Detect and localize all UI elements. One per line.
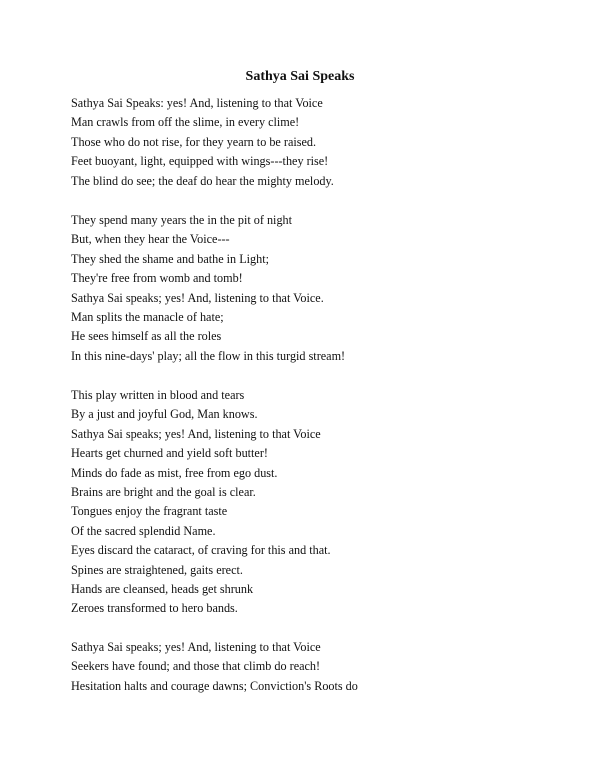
- stanza-1: [71, 94, 334, 191]
- poem-line: By a just and joyful God, Man knows.: [71, 407, 258, 422]
- poem-line: This play written in blood and tears: [71, 388, 245, 402]
- poem-line: But, when they hear the Voice---: [71, 232, 230, 247]
- poem-line: Sathya Sai Speaks: yes! And, listening to that Voice: [71, 96, 323, 110]
- poem-line: They shed the shame and bathe in Light;: [71, 251, 269, 266]
- poem-line: Brains are bright and the goal is clear.: [71, 485, 256, 500]
- poem-line: In this nine-days' play; all the flow in this turgid stream!: [71, 348, 346, 363]
- poem-line: They're free from womb and tomb!: [71, 271, 243, 286]
- poem-line: Sathya Sai speaks; yes! And, listening to that Voice: [71, 640, 321, 654]
- poem-line: Minds do fade as mist, free from ego dust.: [71, 465, 278, 480]
- poem-line: Eyes discard the cataract, of craving for this and that.: [71, 543, 331, 558]
- stanza-3: [71, 386, 331, 619]
- stanza-2: [71, 211, 345, 366]
- poem-line: Sathya Sai speaks; yes! And, listening to that Voice.: [71, 290, 324, 305]
- poem-line: Seekers have found; and those that climb do reach!: [71, 659, 321, 674]
- poem-line: Man crawls from off the slime, in every clime!: [71, 115, 300, 130]
- poem-line: They spend many years the in the pit of night: [71, 213, 293, 227]
- poem-line: Hearts get churned and yield soft butter!: [71, 446, 268, 461]
- poem-line: Hesitation halts and courage dawns; Conviction's Roots do: [71, 678, 358, 693]
- poem-title: Sathya Sai Speaks: [245, 69, 355, 84]
- poem-line: Tongues enjoy the fragrant taste: [71, 504, 228, 519]
- poem-line: Zeroes transformed to hero bands.: [71, 601, 238, 616]
- stanza-4: [71, 638, 358, 696]
- poem-line: Spines are straightened, gaits erect.: [71, 562, 243, 577]
- poem-line: Man splits the manacle of hate;: [71, 310, 224, 325]
- poem-line: Of the sacred splendid Name.: [71, 523, 216, 538]
- poem-line: He sees himself as all the roles: [71, 329, 222, 344]
- poem-line: The blind do see; the deaf do hear the mighty melody.: [71, 173, 334, 188]
- poem-line: Hands are cleansed, heads get shrunk: [71, 582, 254, 597]
- poem-line: Those who do not rise, for they yearn to be raised.: [71, 134, 317, 149]
- poem-line: Sathya Sai speaks; yes! And, listening to that Voice: [71, 426, 321, 441]
- poem-line: Feet buoyant, light, equipped with wings---they rise!: [71, 154, 329, 169]
